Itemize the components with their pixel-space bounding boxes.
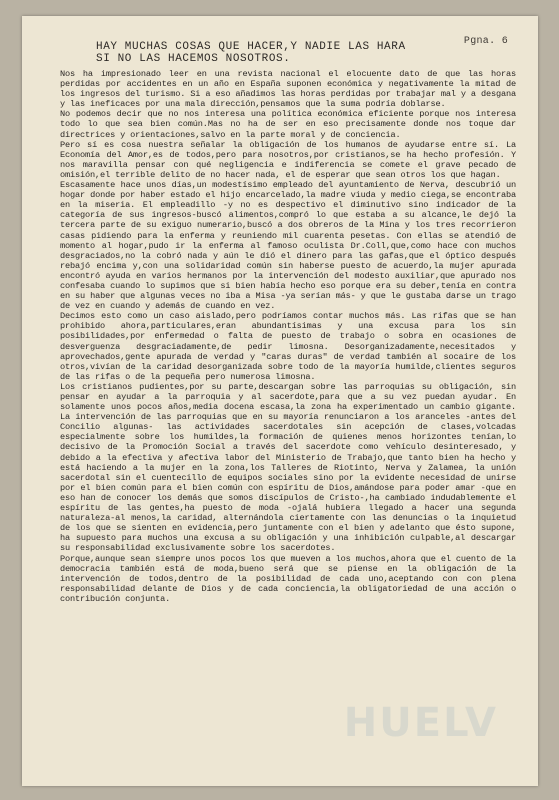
paragraph-7: Porque,aunque sean siempre unos pocos los que mueven a los muchos,ahora que el cuento de la democracia también está de moda,bueno será que se piense en la obligación de la intervención de todos,dentro de la posibilidad de cada uno,aceptando con con plena responsabilidad delante de Dios y de cada conciencia,la obligatoriedad de una acción o contribución conjunta. bbox=[60, 553, 516, 604]
archive-watermark: HUELV bbox=[343, 700, 498, 746]
paragraph-6: Los cristianos pudientes,por su parte,descargan sobre las parroquias su obligación, sin pensar en ayudar a la parroquia y al sacerdote,para que a su vez puedan ayudar. En solamente unos pocos años,media docena escasa,la zona ha experimentado un cambio gigante. La intervención de las parroquias que en su mayoría renunciaron a los aranceles -antes del Concilio algunas- las actividades sacerdotales sin acepción de clases,volcadas especialmente sobre los humildes,la formación de quienes menos horizontes tenían,lo decisivo de la Promoción Social a través del sacerdote como vehículo desinteresado, y debido a la efectiva y afectiva labor del Ministerio de Trabajo,que tanto bien ha hecho y está haciendo a la mujer en la zona,los Talleres de Riotinto, Nerva y Zalamea, la unión sacerdotal sin el cuentecillo de equipos sociales sino por la evidente necesidad de unirse por el bien común para el bien común con espíritu de Dios,amándose para poder amar -que en eso han de conocer los demás que somos discípulos de Cristo-,ha cambiado indudablemente el espíritu de las gentes,ha puesto de moda -ojalá hubiera llegado a hacer una segunda naturaleza-al menos,la caridad, alternándola ciertamente con las denuncias o la inquietud de los que se sienten en evidencia,pero juntamente con el bien y adelanto que ésto supone, ha supuesto para muchos una excusa a su obligación y una inhibición culpable,al descargar su responsabilidad exclusivamente sobre los sacerdotes. bbox=[60, 381, 516, 554]
article-body bbox=[60, 69, 516, 604]
paragraph-1: Nos ha impresionado leer en una revista nacional el elocuente dato de que las horas perdidas por accidentes en un año en España suponen económica y negativamente la mitad de los ingresos del turismo. Si a eso añadimos las horas perdidas por trabajar mal y a desgana y las ineficaces por una mala dirección,pensamos que la suma podría doblarse. bbox=[60, 69, 516, 110]
document-page bbox=[22, 16, 538, 786]
paragraph-5: Decimos esto como un caso aislado,pero podríamos contar muchos más. Las rifas que se han prohibido ahora,particulares,eran abundantísimas y una excusa para los sin posibilidades,por enfermedad o falta de puesto de trabajo o sobra en ocasiones de desverguenza desgraciadamente,de pedir limosna. Desorganizadamente,necesitados y aprovechados,gente apurada de verdad y "caras duras" de verdad también al socaire de los otros,vivían de la caridad desorganizada sobre todo de la mayoría humilde,clientes seguros de las rifas o de la pequeña pero numerosa limosna. bbox=[60, 311, 516, 382]
title-line-2: SI NO LAS HACEMOS NOSOTROS. bbox=[96, 52, 291, 65]
paragraph-3: Pero sí es cosa nuestra señalar la obligación de los humanos de ayudarse entre sí. La Economía del Amor,es de todos,pero para nosotros,por cristianos,se ha hecho profesión. Y nos maravilla pensar con qué negligencia e indiferencia se comete el grave pecado de omisión,el terrible delito de no hacer nada, el de esperar que sean otros los que hagan. bbox=[60, 139, 516, 180]
paragraph-2: No podemos decir que no nos interesa una política económica eficiente porque nos interesa todo lo que sea bien común.Mas no ha de ser en eso precisamente donde nos toque dar directrices y orientaciones,salvo en la parte moral y de conciencia. bbox=[60, 109, 516, 140]
paragraph-4: Escasamente hace unos días,un modestísimo empleado del ayuntamiento de Nerva, descubrió un hogar donde por haber estado el hijo encarcelado,la madre viuda y medio ciega,se encontraba en la miseria. El empleadillo -y no es despectivo el diminutivo sino indicador de la categoría de sus ingresos-buscó alimentos,compró lo que estaba a su alcance,le dejó la tercera parte de su exiguo numerario,buscó a dos obreros de la Mina y los tres recorrieron casas pidiendo para la enferma y reuniendo mil cuarenta pesetas. Con ellas se atendió de momento al hogar,pudo ir la enferma al famoso oculista Dr.Coll,que,como hace con muchos desgraciados,no la cobró nada y aún le dió el dinero para las gafas,que el óptico después rebajó encima y,con una solidaridad común sin haberse puesto de acuerdo,la mujer apurada encontró ayuda en varios hermanos por la intervención del modesto auxiliar,que apurado nos confesaba cuando lo supimos que si bien había hecho eso porque era su deber,tenía en contra en su haber que algunas veces no iba a Misa -ya serían más- y que le gustaba darse un trago de vez en cuando y además de cuando en vez. bbox=[60, 180, 516, 312]
page-number: Pgna. 6 bbox=[463, 36, 508, 47]
page-title bbox=[96, 42, 516, 65]
title-line-1: HAY MUCHAS COSAS QUE HACER,Y NADIE LAS HARA bbox=[96, 41, 406, 53]
